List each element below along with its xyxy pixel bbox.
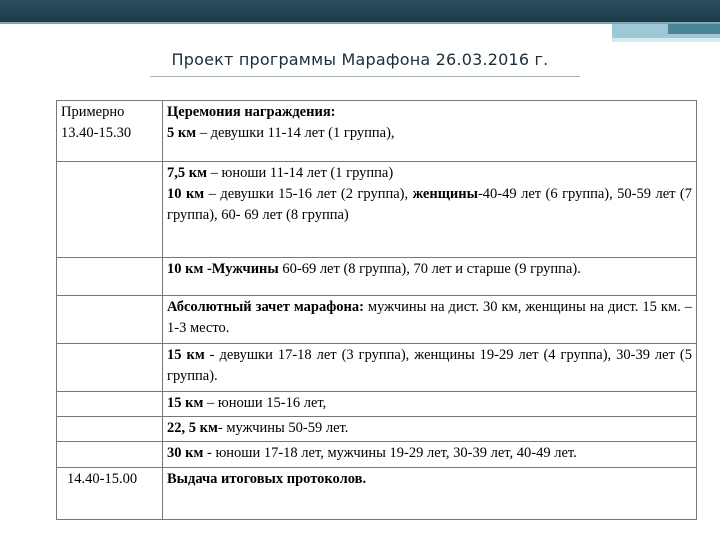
event-cell	[163, 468, 697, 520]
slide-accent-strip	[612, 38, 720, 42]
program-table	[56, 100, 697, 520]
slide-accent-block-dark	[668, 24, 720, 34]
event-text: – юноши 15-16 лет,	[203, 395, 327, 411]
time-cell	[57, 258, 163, 296]
time-cell	[57, 417, 163, 442]
table-row	[57, 258, 697, 296]
event-bold: Абсолютный зачет марафона:	[167, 299, 364, 315]
table-row	[57, 392, 697, 417]
event-cell	[163, 258, 697, 296]
event-cell	[163, 296, 697, 344]
event-cell	[163, 101, 697, 162]
time-cell	[57, 392, 163, 417]
table-row	[57, 468, 697, 520]
event-text: - юноши 17-18 лет, мужчины 19-29 лет, 30-39 лет, 40-49 лет.	[203, 445, 577, 461]
page-title: Проект программы Марафона 26.03.2016 г.	[171, 50, 549, 69]
event-bold: 15 км	[167, 395, 204, 411]
event-bold: 22, 5 км	[167, 420, 218, 436]
event-cell	[163, 392, 697, 417]
time-cell: Примерно 13.40-15.30	[57, 101, 163, 162]
event-cell	[163, 162, 697, 258]
time-cell: 14.40-15.00	[57, 468, 163, 520]
event-text: – юноши 11-14 лет (1 группа)	[206, 165, 394, 181]
event-cell	[163, 344, 697, 392]
time-cell	[57, 442, 163, 468]
table-row	[57, 162, 697, 258]
table-row	[57, 101, 697, 162]
title-underline	[150, 76, 580, 77]
event-bold: Выдача итоговых протоколов.	[167, 471, 367, 487]
time-cell	[57, 162, 163, 258]
table-row	[57, 344, 697, 392]
event-text: – девушки 11-14 лет (1 группа),	[196, 125, 395, 141]
event-text: мужчины на дист. 30 км, женщины на дист. 15 км. – 1-3 место.	[167, 299, 692, 336]
time-cell	[57, 344, 163, 392]
event-text: – девушки 15-16 лет (2 группа),	[204, 186, 413, 202]
event-bold: 30 км	[167, 445, 204, 461]
event-text: -40-49 лет (6 группа), 50-59 лет (7 группа), 60- 69 лет (8 группа)	[167, 186, 693, 223]
event-text: 60-69 лет (8 группа), 70 лет и старше (9 группа).	[278, 261, 581, 277]
event-bold: 10 км	[167, 186, 205, 202]
table-row	[57, 442, 697, 468]
event-cell	[163, 442, 697, 468]
event-bold: Церемония награждения:	[167, 104, 336, 120]
event-bold: 10 км -Мужчины	[167, 261, 279, 277]
event-bold: женщины	[412, 186, 478, 202]
time-cell	[57, 296, 163, 344]
event-cell	[163, 417, 697, 442]
event-bold: 5 км	[167, 125, 197, 141]
event-text: - девушки 17-18 лет (3 группа), женщины 19-29 лет (4 группа), 30-39 лет (5 группа).	[167, 347, 692, 384]
table-row	[57, 296, 697, 344]
event-text: - мужчины 50-59 лет.	[217, 420, 349, 436]
slide-top-bar	[0, 0, 720, 22]
event-bold: 15 км	[167, 347, 205, 363]
event-bold: 7,5 км	[167, 165, 207, 181]
table-row	[57, 417, 697, 442]
